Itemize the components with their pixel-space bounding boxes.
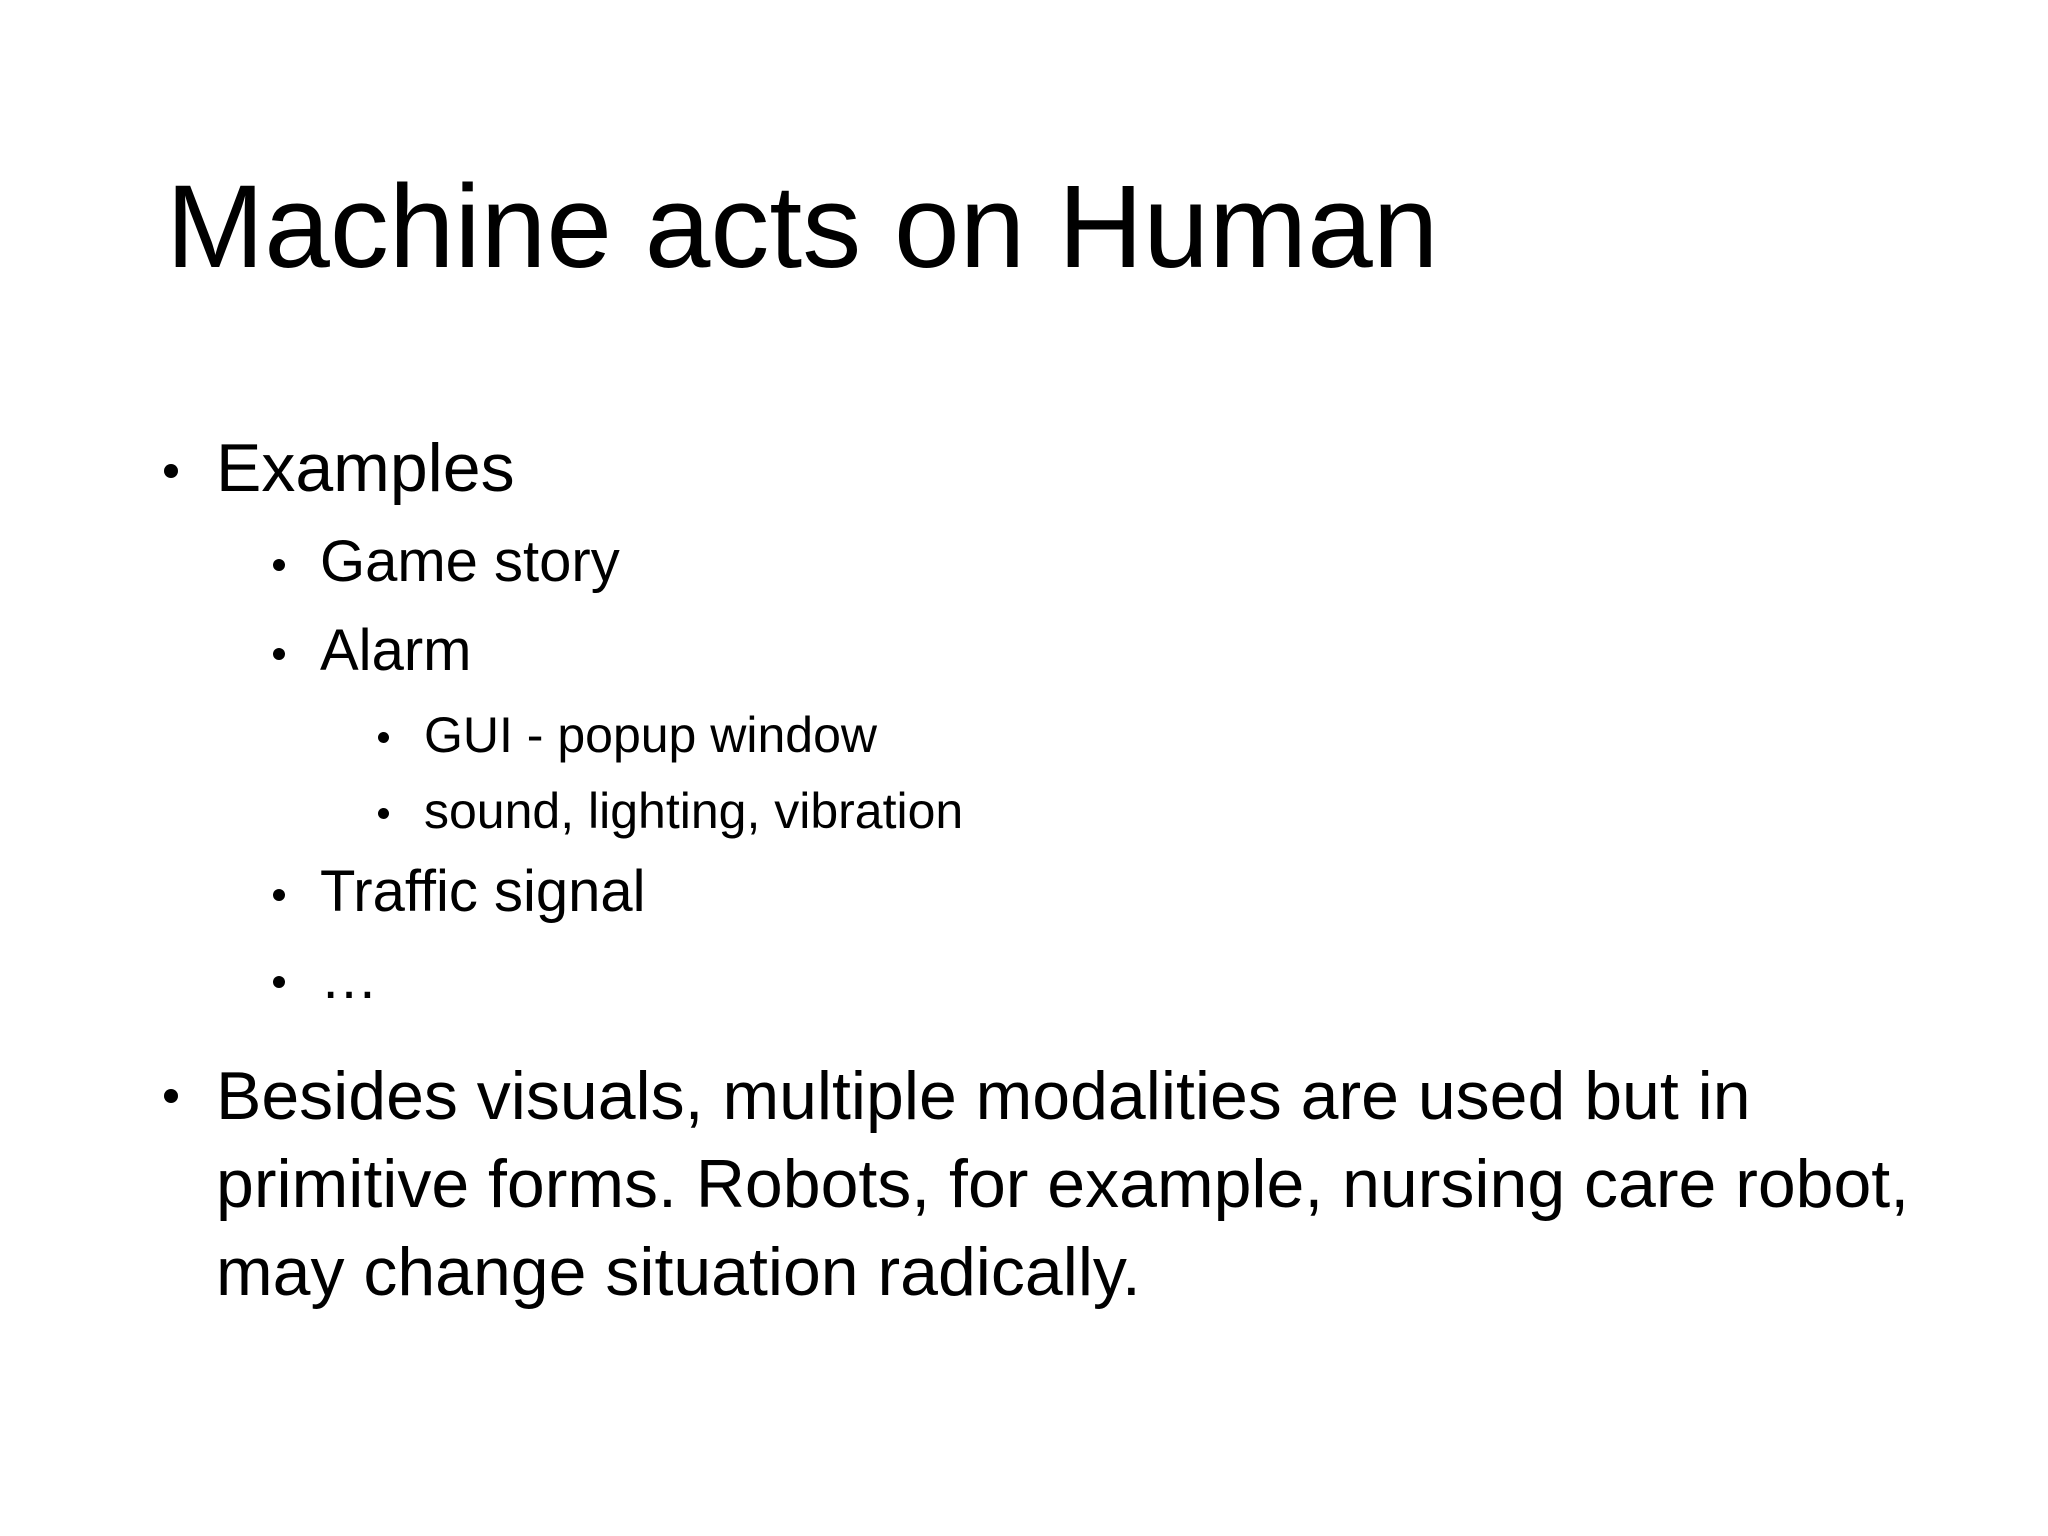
bullet-text: … — [320, 946, 378, 1011]
bullet-text: Examples — [216, 430, 515, 506]
bullet-dot-icon — [164, 1089, 178, 1103]
bullet-ellipsis — [320, 946, 378, 1011]
bullet-traffic-signal — [320, 859, 646, 924]
bullet-text: Game story — [320, 529, 620, 594]
bullet-text: Alarm — [320, 618, 472, 683]
bullet-dot-icon — [273, 559, 285, 571]
bullet-dot-icon — [164, 464, 178, 478]
bullet-sound-lighting — [424, 783, 964, 839]
bullet-text: Besides visuals, multiple modalities are used but in primitive forms. Robots, for example, nursing care robot, may change situation radically. — [216, 1058, 1910, 1310]
bullet-dot-icon — [378, 732, 389, 743]
bullet-dot-icon — [273, 648, 285, 660]
bullet-dot-icon — [273, 889, 285, 901]
bullet-dot-icon — [378, 808, 389, 819]
bullet-game-story — [320, 529, 620, 594]
bullet-gui-popup — [424, 707, 878, 763]
bullet-alarm — [320, 618, 472, 683]
bullet-dot-icon — [273, 976, 285, 988]
bullet-modalities — [216, 1052, 1936, 1316]
bullet-examples — [216, 430, 515, 506]
bullet-text: Traffic signal — [320, 859, 646, 924]
slide-title: Machine acts on Human — [166, 161, 1439, 293]
bullet-text: sound, lighting, vibration — [424, 783, 964, 839]
bullet-text: GUI - popup window — [424, 707, 878, 763]
